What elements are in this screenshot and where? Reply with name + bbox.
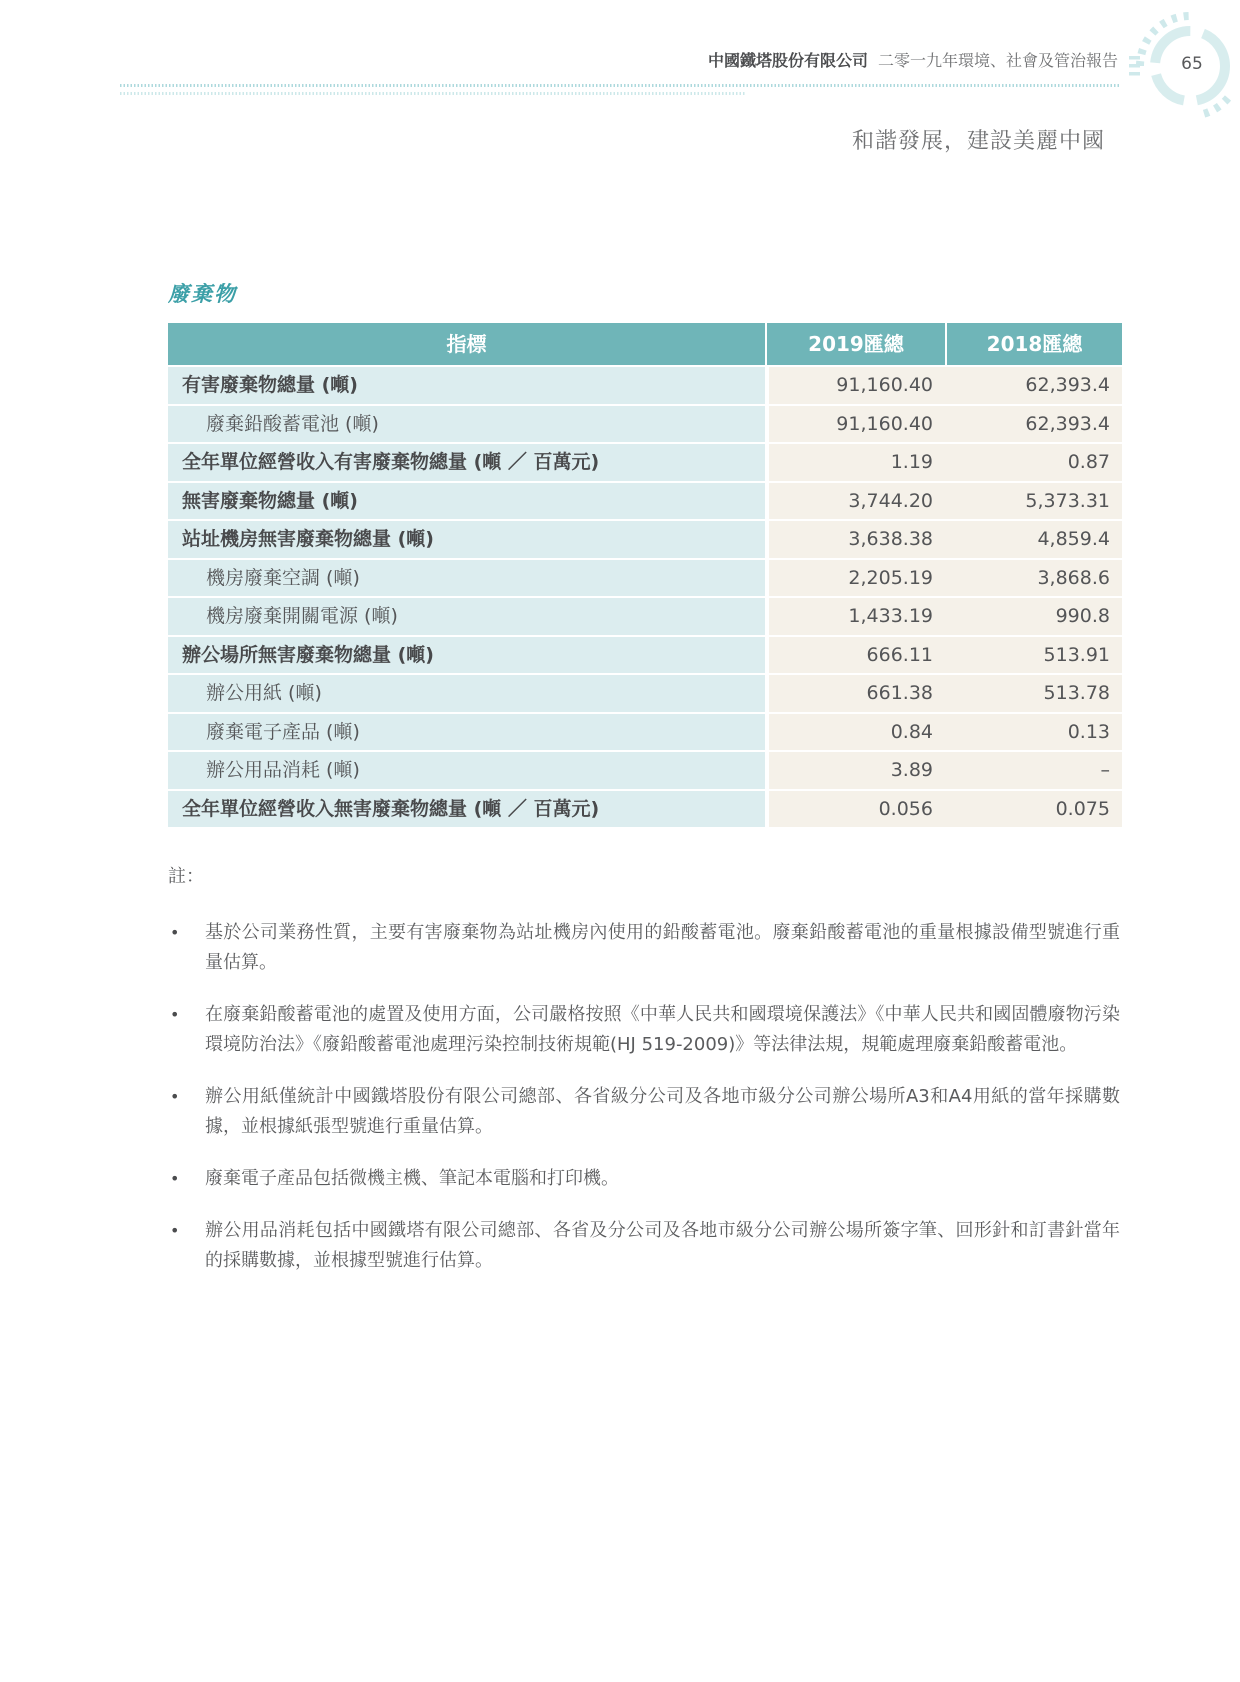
- note-text: 在廢棄鉛酸蓄電池的處置及使用方面，公司嚴格按照《中華人民共和國環境保護法》《中華人民共和國固體廢物污染環境防治法》《廢鉛酸蓄電池處理污染控制技術規範(HJ 519-2009)》等法律法規，規範處理廢棄鉛酸蓄電池。: [205, 1004, 1120, 1055]
- value-2018: 3,868.6: [1037, 566, 1110, 589]
- value-2019: 3,744.20: [848, 489, 933, 512]
- row-values: [769, 637, 1122, 674]
- value-2019: 661.38: [866, 682, 933, 704]
- value-2018: 62,393.4: [1025, 374, 1110, 396]
- row-label: 機房廢棄開關電源 (噸): [168, 598, 765, 635]
- waste-table: [168, 323, 1122, 829]
- note-item: [168, 1000, 1120, 1060]
- row-values: [769, 752, 1122, 789]
- table-row: [168, 483, 1122, 520]
- row-label: 辦公用紙 (噸): [168, 675, 765, 712]
- value-2019: 666.11: [866, 643, 933, 666]
- row-label: 全年單位經營收入無害廢棄物總量 (噸 ／ 百萬元): [168, 791, 765, 828]
- row-label: 廢棄電子產品 (噸): [168, 714, 765, 751]
- row-values: [769, 598, 1122, 635]
- report-title: 二零一九年環境、社會及管治報告: [877, 51, 1118, 70]
- value-2018: 0.13: [1067, 720, 1110, 743]
- value-2018: 513.78: [1043, 682, 1110, 704]
- row-values: [769, 444, 1122, 481]
- table-row: [168, 521, 1122, 558]
- value-2018: 5,373.31: [1025, 489, 1110, 512]
- notes-list: [168, 918, 1120, 1276]
- value-2019: 1,433.19: [848, 605, 933, 627]
- row-label: 站址機房無害廢棄物總量 (噸): [168, 521, 765, 558]
- table-row: [168, 714, 1122, 751]
- value-2019: 91,160.40: [836, 412, 933, 435]
- row-values: [769, 791, 1122, 828]
- page-number: 65: [1181, 54, 1203, 74]
- table-row: [168, 752, 1122, 789]
- notes-section: [168, 862, 1120, 1298]
- value-2019: 3.89: [890, 759, 933, 781]
- value-2019: 91,160.40: [836, 374, 933, 396]
- table-row: [168, 560, 1122, 597]
- value-2018: 0.075: [1055, 797, 1110, 820]
- bullet-icon: •: [170, 1221, 180, 1240]
- tagline: 和諧發展，建設美麗中國: [851, 129, 1105, 154]
- table-row: [168, 406, 1122, 443]
- value-2018: 513.91: [1043, 643, 1110, 666]
- bullet-icon: •: [170, 1169, 180, 1188]
- row-values: [769, 483, 1122, 520]
- note-text: 辦公用品消耗包括中國鐵塔有限公司總部、各省及分公司及各地市級分公司辦公場所簽字筆、回形針和訂書針當年的採購數據，並根據型號進行估算。: [205, 1220, 1120, 1271]
- value-2018: 4,859.4: [1037, 528, 1110, 550]
- note-text: 基於公司業務性質，主要有害廢棄物為站址機房內使用的鉛酸蓄電池。廢棄鉛酸蓄電池的重量根據設備型號進行重量估算。: [205, 922, 1120, 973]
- header-divider-bottom: [120, 92, 745, 95]
- value-2019: 2,205.19: [848, 566, 933, 589]
- value-2019: 1.19: [890, 451, 933, 473]
- header-divider-top: [120, 84, 1120, 87]
- table-title: 廢棄物: [168, 282, 237, 306]
- value-2018: 62,393.4: [1025, 412, 1110, 435]
- note-item: [168, 1216, 1120, 1276]
- note-item: [168, 918, 1120, 978]
- table-row: [168, 598, 1122, 635]
- row-label: 全年單位經營收入有害廢棄物總量 (噸 ／ 百萬元): [168, 444, 765, 481]
- note-text: 辦公用紙僅統計中國鐵塔股份有限公司總部、各省級分公司及各地市級分公司辦公場所A3和A4用紙的當年採購數據，並根據紙張型號進行重量估算。: [205, 1086, 1120, 1137]
- value-2019: 0.84: [890, 720, 933, 743]
- page-header: [708, 48, 1118, 71]
- row-label: 無害廢棄物總量 (噸): [168, 483, 765, 520]
- column-header-2019: 2019匯總: [765, 323, 945, 365]
- table-row: [168, 367, 1122, 404]
- company-name: 中國鐵塔股份有限公司: [707, 51, 868, 70]
- row-values: [769, 406, 1122, 443]
- row-label: 辦公用品消耗 (噸): [168, 752, 765, 789]
- note-item: [168, 1082, 1120, 1142]
- bullet-icon: •: [170, 923, 180, 942]
- value-2018: 0.87: [1067, 451, 1110, 473]
- value-2018: 990.8: [1055, 605, 1110, 627]
- row-values: [769, 521, 1122, 558]
- value-2019: 0.056: [878, 797, 933, 820]
- notes-heading: 註：: [168, 866, 204, 887]
- table-row: [168, 675, 1122, 712]
- value-2018: –: [1100, 759, 1110, 781]
- row-label: 廢棄鉛酸蓄電池 (噸): [168, 406, 765, 443]
- row-values: [769, 560, 1122, 597]
- note-text: 廢棄電子產品包括微機主機、筆記本電腦和打印機。: [205, 1168, 619, 1189]
- row-values: [769, 367, 1122, 404]
- bullet-icon: •: [170, 1087, 180, 1106]
- bullet-icon: •: [170, 1005, 180, 1024]
- row-values: [769, 714, 1122, 751]
- table-row: [168, 791, 1122, 828]
- value-2019: 3,638.38: [848, 528, 933, 550]
- row-values: [769, 675, 1122, 712]
- row-label: 有害廢棄物總量 (噸): [168, 367, 765, 404]
- note-item: [168, 1164, 1120, 1194]
- row-label: 辦公場所無害廢棄物總量 (噸): [168, 637, 765, 674]
- table-row: [168, 637, 1122, 674]
- table-body: [168, 367, 1122, 827]
- table-header-row: [168, 323, 1122, 365]
- column-header-2018: 2018匯總: [945, 323, 1122, 365]
- row-label: 機房廢棄空調 (噸): [168, 560, 765, 597]
- column-header-indicator: 指標: [446, 332, 487, 356]
- table-row: [168, 444, 1122, 481]
